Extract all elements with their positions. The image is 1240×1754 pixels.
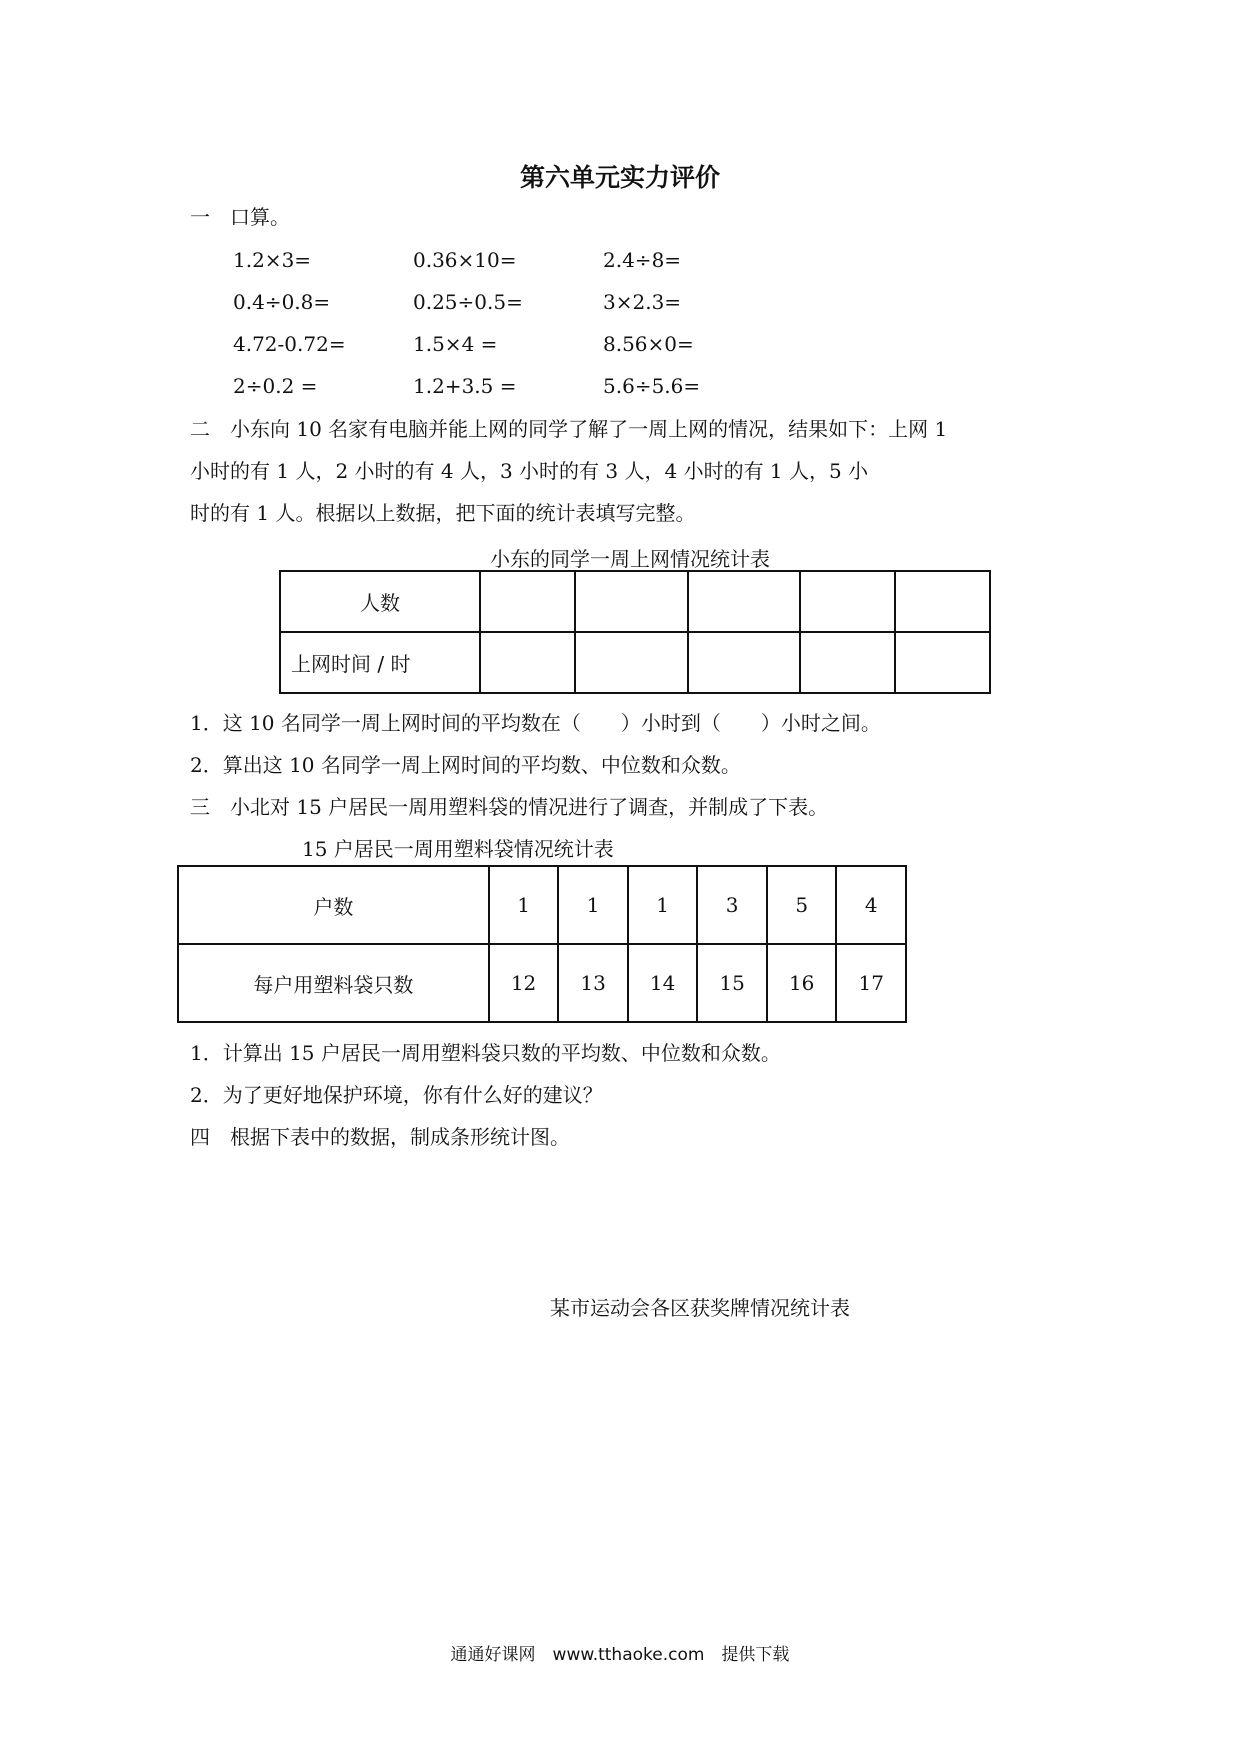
- calc-item: 0.36×10=: [413, 248, 517, 272]
- section3-intro: 三 小北对 15 户居民一周用塑料袋的情况进行了调查，并制成了下表。: [190, 795, 829, 819]
- blank-cell[interactable]: [895, 571, 990, 632]
- row-label: 每户用塑料袋只数: [178, 944, 489, 1022]
- calc-item: 3×2.3=: [603, 290, 682, 314]
- blank-cell[interactable]: [895, 632, 990, 693]
- table-cell: 13: [558, 944, 628, 1022]
- section3-question-2: 2．为了更好地保护环境，你有什么好的建议？: [190, 1083, 603, 1107]
- section3-question-1: 1．计算出 15 户居民一周用塑料袋只数的平均数、中位数和众数。: [190, 1041, 781, 1065]
- table-cell: 1: [628, 866, 698, 944]
- calc-item: 4.72-0.72=: [233, 332, 346, 356]
- calc-item: 0.25÷0.5=: [413, 290, 523, 314]
- table-cell: 5: [767, 866, 837, 944]
- calc-item: 2.4÷8=: [603, 248, 682, 272]
- blank-cell[interactable]: [480, 571, 575, 632]
- table-cell: 1: [558, 866, 628, 944]
- table-cell: 12: [489, 944, 559, 1022]
- section1-heading: 一 口算。: [190, 205, 290, 229]
- page-title: 第六单元实力评价: [519, 163, 720, 192]
- table-cell: 15: [697, 944, 767, 1022]
- calc-item: 2÷0.2 =: [233, 374, 318, 398]
- table-cell: 4: [836, 866, 906, 944]
- table1-caption: 小东的同学一周上网情况统计表: [490, 547, 770, 571]
- table2-caption: 15 户居民一周用塑料袋情况统计表: [302, 837, 614, 861]
- calc-item: 0.4÷0.8=: [233, 290, 331, 314]
- row-label: 户数: [178, 866, 489, 944]
- table3-caption: 某市运动会各区获奖牌情况统计表: [550, 1296, 850, 1320]
- section2-line: 时的有 1 人。根据以上数据，把下面的统计表填写完整。: [190, 501, 696, 525]
- table-row: [280, 571, 990, 632]
- blank-cell[interactable]: [688, 571, 800, 632]
- blank-cell[interactable]: [575, 632, 688, 693]
- blank-cell[interactable]: [480, 632, 575, 693]
- calc-item: 1.2+3.5 =: [413, 374, 517, 398]
- row-label: 人数: [280, 571, 480, 632]
- calc-item: 5.6÷5.6=: [603, 374, 701, 398]
- table-row: [178, 866, 906, 944]
- section2-line: 二 小东向 10 名家有电脑并能上网的同学了解了一周上网的情况，结果如下：上网 1: [190, 417, 948, 441]
- calc-item: 1.5×4 =: [413, 332, 498, 356]
- section4-intro: 四 根据下表中的数据，制成条形统计图。: [190, 1125, 570, 1149]
- blank-cell[interactable]: [688, 632, 800, 693]
- footer-credit: 通通好课网 www.tthaoke.com 提供下载: [450, 1645, 790, 1665]
- table-cell: 17: [836, 944, 906, 1022]
- section2-question-2: 2．算出这 10 名同学一周上网时间的平均数、中位数和众数。: [190, 753, 741, 777]
- table-row: [280, 632, 990, 693]
- table-cell: 14: [628, 944, 698, 1022]
- plastic-bag-table: [177, 865, 907, 1023]
- calc-item: 8.56×0=: [603, 332, 694, 356]
- table-cell: 1: [489, 866, 559, 944]
- section2-question-1: 1．这 10 名同学一周上网时间的平均数在（ ）小时到（ ）小时之间。: [190, 711, 881, 735]
- calc-item: 1.2×3=: [233, 248, 312, 272]
- blank-cell[interactable]: [800, 571, 895, 632]
- internet-time-table: [279, 570, 991, 694]
- blank-cell[interactable]: [800, 632, 895, 693]
- section2-line: 小时的有 1 人，2 小时的有 4 人，3 小时的有 3 人，4 小时的有 1 人，5 小: [190, 459, 869, 483]
- table-cell: 3: [697, 866, 767, 944]
- blank-cell[interactable]: [575, 571, 688, 632]
- table-cell: 16: [767, 944, 837, 1022]
- row-label: 上网时间 / 时: [280, 632, 480, 693]
- table-row: [178, 944, 906, 1022]
